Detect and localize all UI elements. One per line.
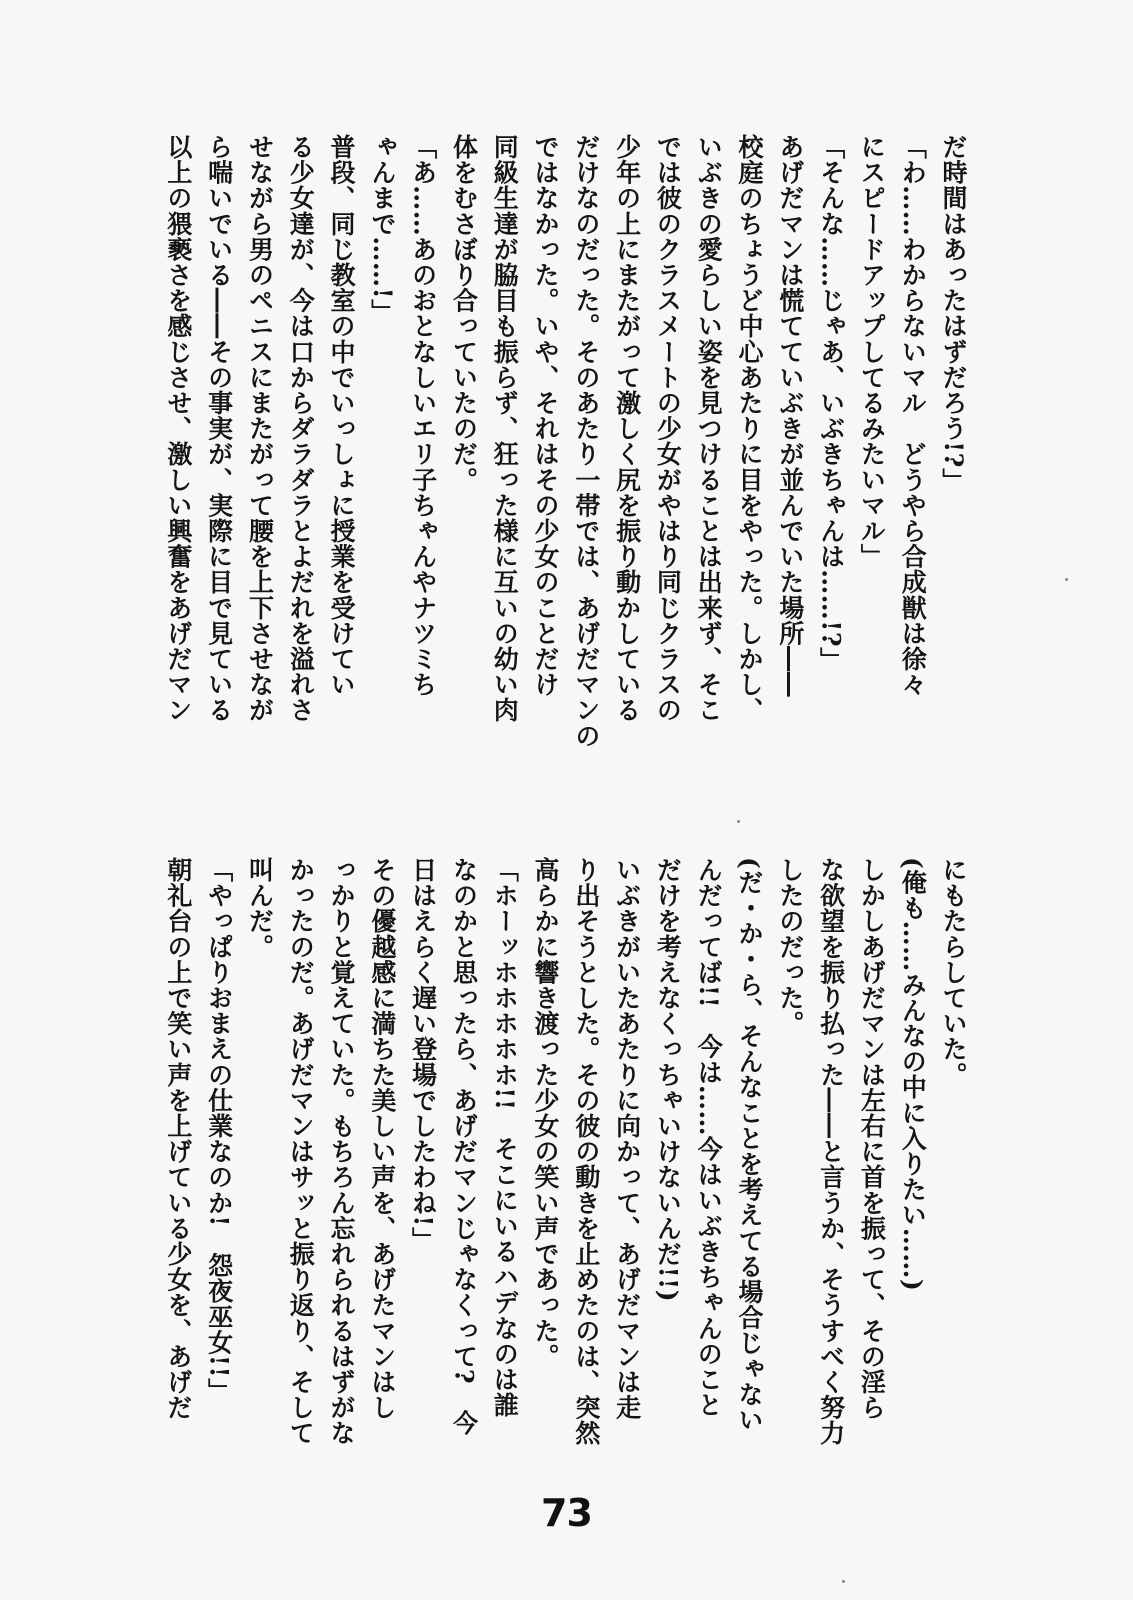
text-line: だけなのだった。そのあたり一帯では、あげだマンの (571, 134, 601, 749)
text-line: いぶきがいたあたりに向かって、あげだマンは走 (612, 857, 642, 1421)
text-line: では彼のクラスメートの少女がやはり同じクラスの (653, 134, 683, 723)
text-line: 校庭のちょうど中心あたりに目をやった。しかし、 (735, 134, 765, 723)
text-line: その優越感に満ちた美しい声を、あげたマンはし (367, 857, 397, 1421)
text-line: にスピードアップしてるみたいマル」 (857, 134, 887, 570)
text-line: ゃんまで……!」 (367, 134, 397, 325)
text-line: ら喘いでいる――その事実が、実際に目で見ている (204, 134, 234, 723)
scan-speck (737, 820, 740, 823)
text-line: 以上の猥褻さを感じさせ、激しい興奮をあげだマン (163, 134, 193, 723)
text-line: な欲望を振り払った――と言うか、そうすべく努力 (816, 857, 846, 1446)
text-line: (だ・か・ら、そんなことを考えてる場合じゃない (735, 857, 765, 1433)
text-line: 少年の上にまたがって激しく尻を振り動かしている (612, 134, 642, 723)
scan-speck (842, 1580, 845, 1583)
text-line: 同級生達が脇目も振らず、狂った様に互いの幼い肉 (490, 134, 520, 723)
text-line: 「わ……わからないマル どうやら合成獣は徐々 (898, 134, 928, 698)
text-line: っかりと覚えていた。もちろん忘れられるはずがな (327, 857, 357, 1446)
text-line: 「ホーッホホホホホ!! そこにいるハデなのは誰 (490, 857, 520, 1418)
text-line: 普段、同じ教室の中でいっしょに授業を受けてい (327, 134, 357, 698)
text-line: したのだった。 (775, 857, 805, 1037)
text-line: (俺も……みんなの中に入りたい……) (898, 857, 928, 1292)
text-line: なのかと思ったら、あげだマンじゃなくって? 今 (449, 857, 479, 1436)
scan-speck (1065, 578, 1068, 581)
text-line: せながら男のペニスにまたがって腰を上下させなが (245, 134, 275, 723)
text-line: 「やっぱりおまえの仕業なのか! 怨夜巫女!!」 (204, 857, 234, 1404)
page-number: 73 (541, 1491, 592, 1535)
text-line: あげだマンは慌てていぶきが並んでいた場所―― (775, 134, 805, 698)
upper-text-column (133, 134, 973, 774)
text-line: ではなかった。いや、それはその少女のことだけ (531, 134, 561, 698)
text-line: り出そうとした。その彼の動きを止めたのは、突然 (571, 857, 601, 1446)
text-line: しかしあげだマンは左右に首を振って、その淫ら (857, 857, 887, 1421)
text-line: 叫んだ。 (245, 857, 275, 960)
text-line: 「あ……あのおとなしいエリ子ちゃんやナツミち (408, 134, 438, 698)
text-line: 高らかに響き渡った少女の笑い声であった。 (531, 857, 561, 1369)
lower-text-column (133, 857, 973, 1477)
text-line: んだってば!! 今は……今はいぶきちゃんのこと (694, 857, 724, 1418)
text-line: にもたらしていた。 (939, 857, 968, 1088)
text-line: いぶきの愛らしい姿を見つけることは出来ず、そこ (694, 134, 724, 723)
text-line: 日はえらく遅い登場でしたわね!」 (408, 857, 438, 1253)
text-line: る少女達が、今は口からダラダラとよだれを溢れさ (286, 134, 316, 723)
text-line: だけを考えなくっちゃいけないんだ!!) (653, 857, 683, 1303)
text-line: 「そんな……じゃあ、いぶきちゃんは……!?」 (816, 134, 846, 673)
text-line: かったのだ。あげだマンはサッと振り返り、そして (286, 857, 316, 1446)
text-line: 体をむさぼり合っていたのだ。 (449, 134, 479, 493)
text-line: だ時間はあったはずだろう!?」 (939, 134, 968, 494)
text-line: 朝礼台の上で笑い声を上げている少女を、あげだ (163, 857, 193, 1421)
